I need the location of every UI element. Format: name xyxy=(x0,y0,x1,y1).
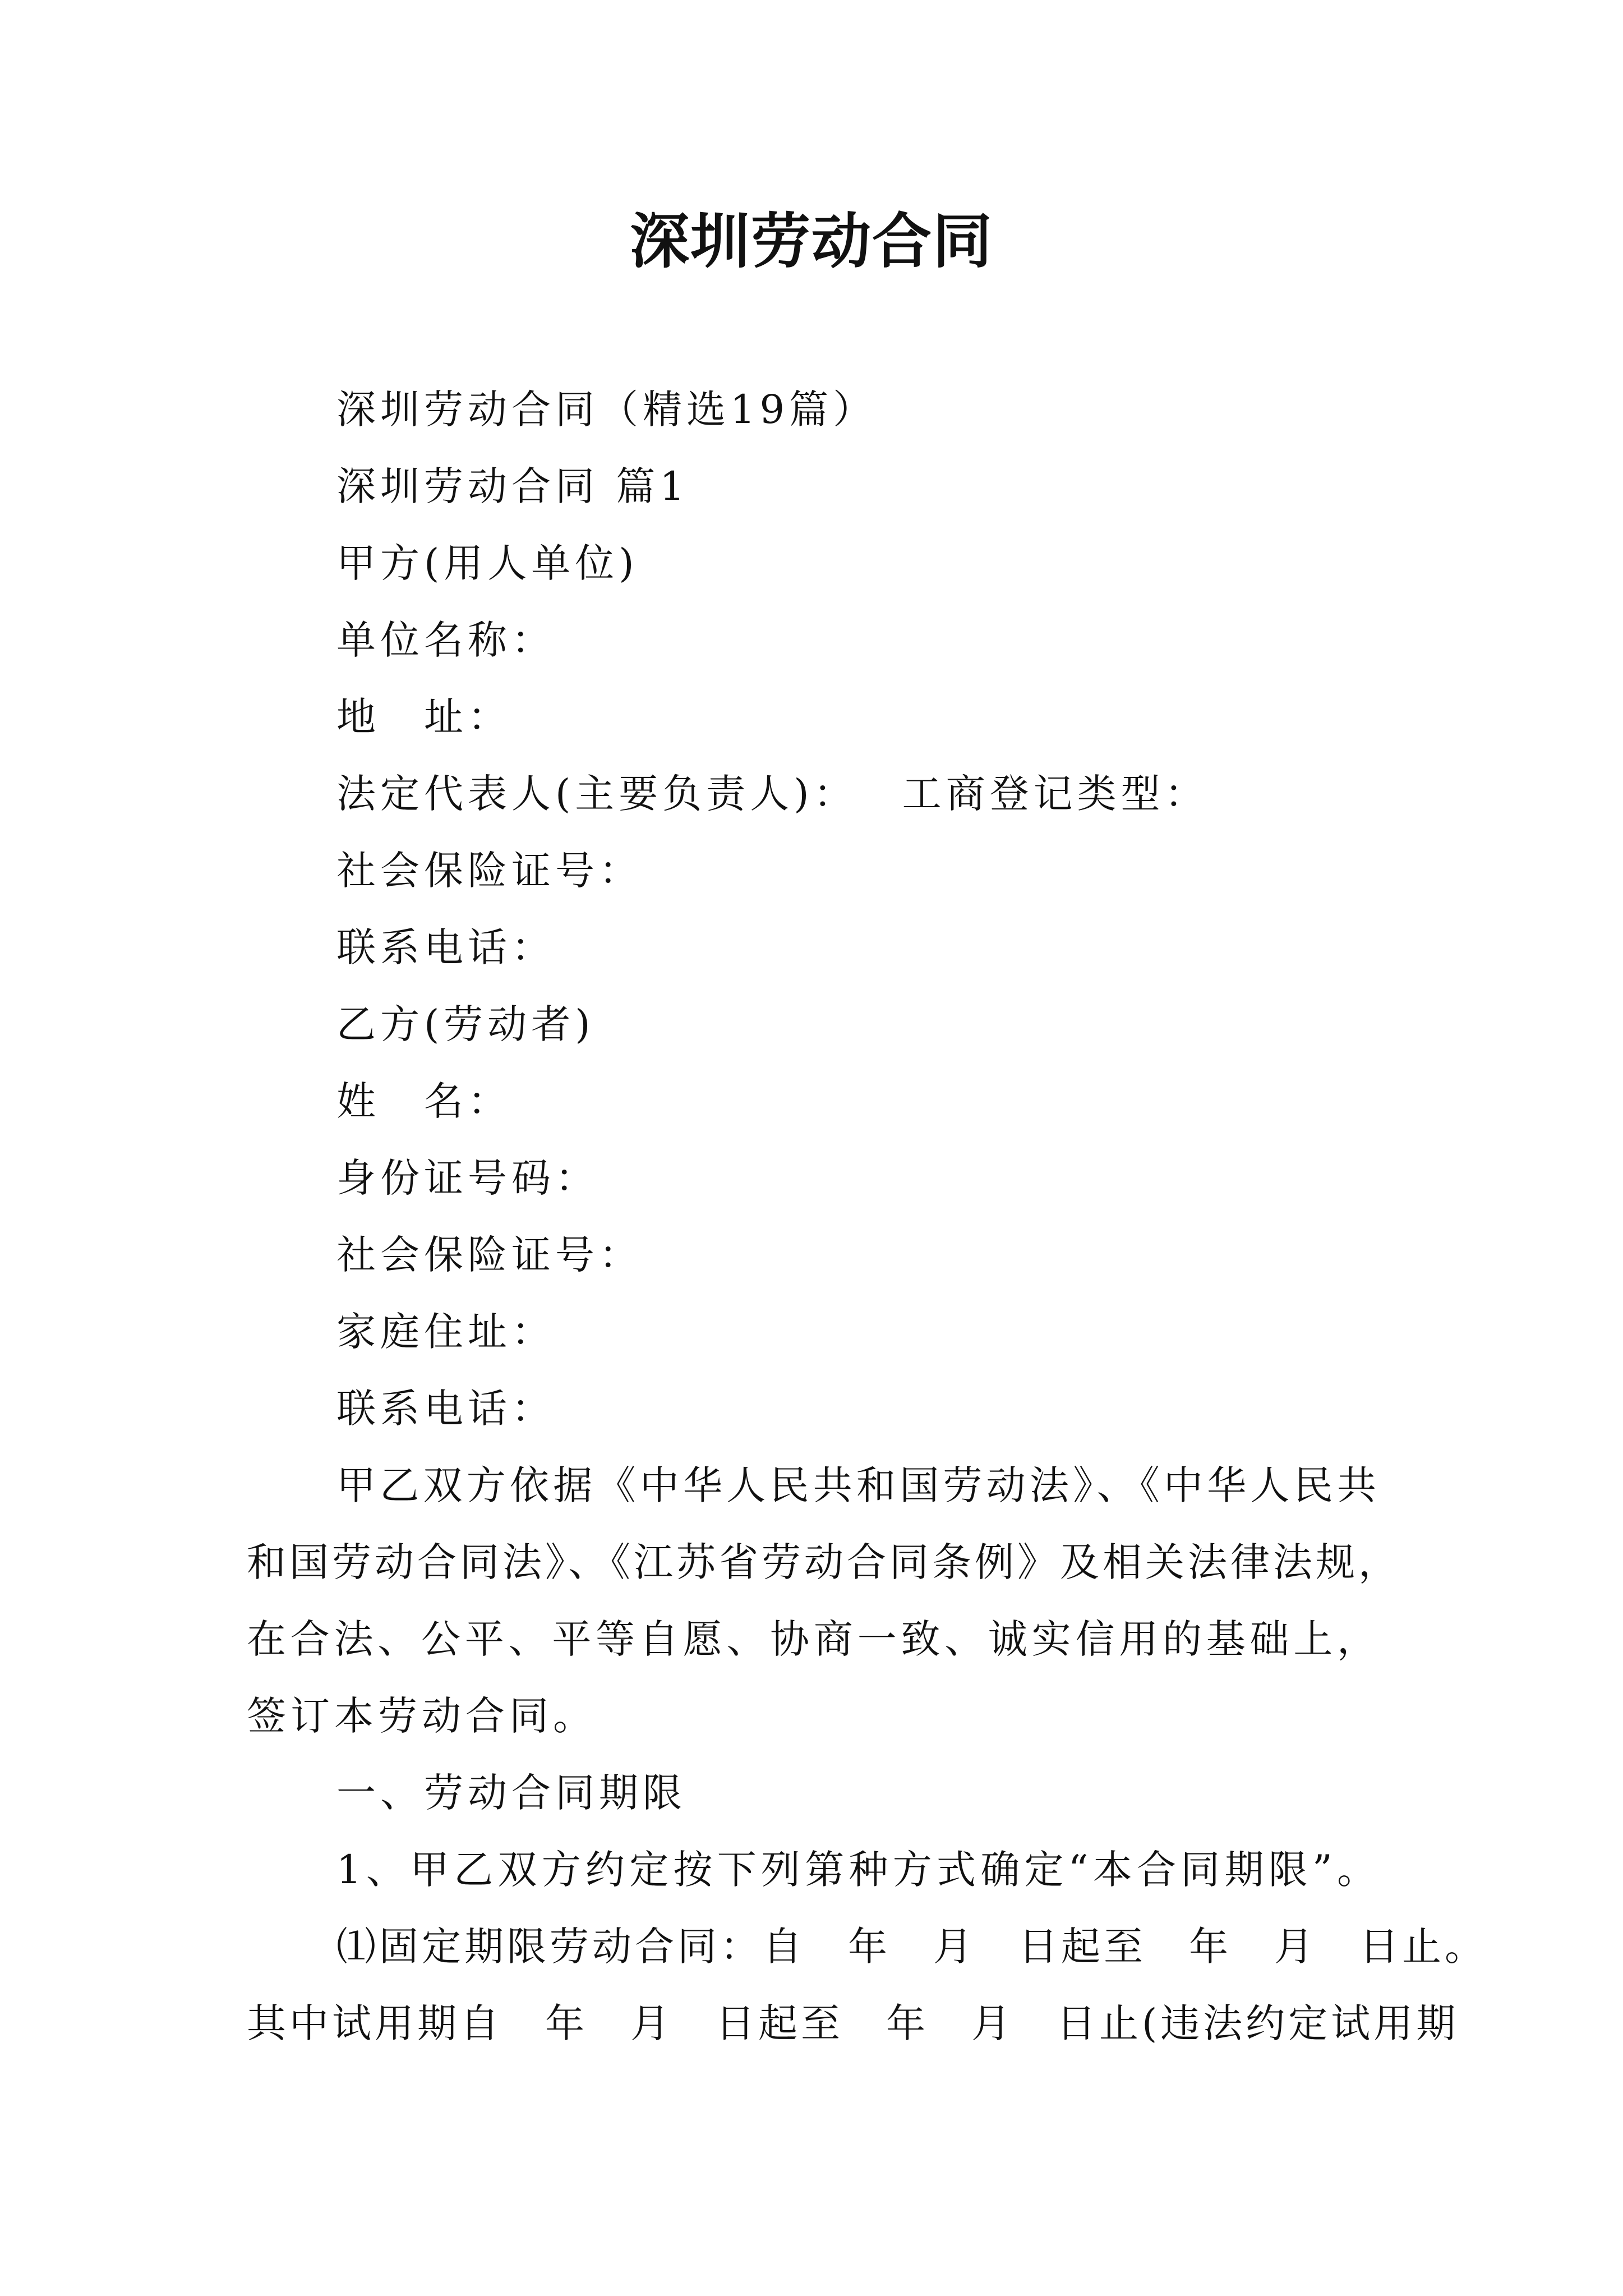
preamble-line: 和国劳动合同法》、《江苏省劳动合同条例》及相关法律法规， xyxy=(247,1539,1401,1585)
clause-text: ⑴固定期限劳动合同：自 年 月 日起至 年 月 日止。 xyxy=(336,1924,1487,1970)
social-security-a-field: 社会保险证号： xyxy=(336,848,643,894)
address-field: 地 址： xyxy=(336,694,511,740)
phone-b-field: 联系电话： xyxy=(336,1386,555,1432)
home-address-field: 家庭住址： xyxy=(336,1309,555,1355)
unit-name-field: 单位名称： xyxy=(336,617,555,663)
preamble-line: 在合法、公平、平等自愿、协商一致、诚实信用的基础上， xyxy=(247,1616,1380,1662)
social-security-b-field: 社会保险证号： xyxy=(336,1232,643,1278)
business-type-field: 工商登记类型： xyxy=(902,771,1209,817)
party-b-label: 乙方(劳动者) xyxy=(336,1001,595,1047)
id-number-field: 身份证号码： xyxy=(336,1155,599,1201)
chapter-heading: 一、劳动合同期限 xyxy=(336,1770,686,1816)
clause-text: 其中试用期自 年 月 日起至 年 月 日止(违法约定试用期 xyxy=(247,2000,1459,2046)
preamble-line: 签订本劳动合同。 xyxy=(247,1693,597,1739)
preamble-line: 甲乙双方依据《中华人民共和国劳动法》、《中华人民共 xyxy=(336,1462,1380,1508)
section-heading: 深圳劳动合同 篇1 xyxy=(336,463,689,509)
phone-a-field: 联系电话： xyxy=(336,924,555,970)
legal-rep-field: 法定代表人(主要负责人)： xyxy=(336,771,857,817)
name-field: 姓 名： xyxy=(336,1078,511,1124)
clause-text: 1、甲乙双方约定按下列第种方式确定“本合同期限”。 xyxy=(336,1847,1380,1893)
document-subtitle: 深圳劳动合同（精选19篇） xyxy=(336,386,877,432)
document-title: 深圳劳动合同 xyxy=(630,206,993,276)
legal-rep-row xyxy=(336,766,1209,822)
party-a-label: 甲方(用人单位) xyxy=(336,540,639,586)
